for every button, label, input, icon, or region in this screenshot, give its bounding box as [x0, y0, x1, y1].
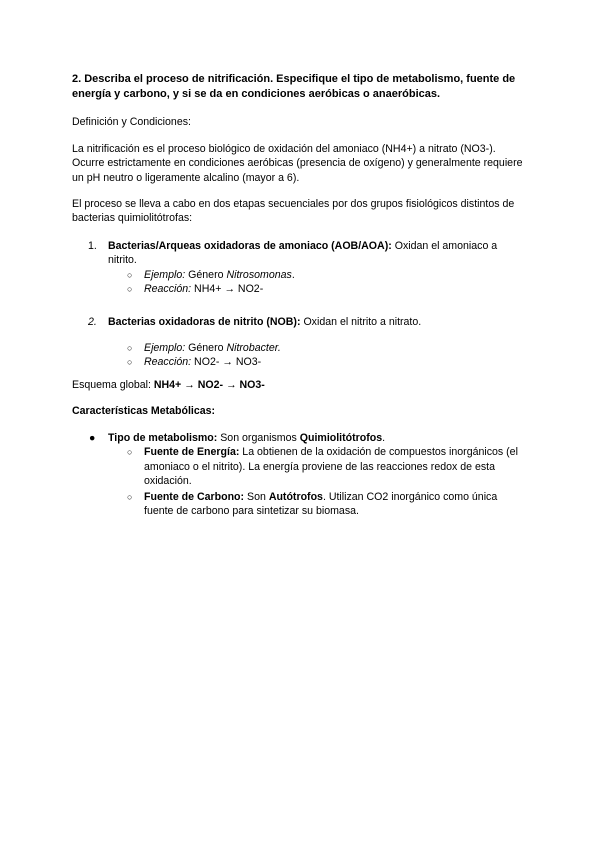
metabolism-text: Son organismos: [217, 432, 300, 444]
metabolism-type: Quimiolitótrofos: [299, 432, 383, 444]
stage-1-example: [72, 268, 528, 282]
list-number: 1.: [88, 240, 97, 252]
section-heading-caracteristicas: Características Metabólicas:: [72, 405, 216, 417]
list-item-stage-1: [72, 239, 528, 268]
disc-bullet-icon: ●: [89, 432, 96, 444]
example-genus: Nitrosomonas: [226, 268, 292, 281]
example-label: Ejemplo:: [144, 268, 186, 281]
characteristics-list: [72, 431, 528, 518]
stage-2-title: Bacterias oxidadoras de nitrito (NOB):: [108, 315, 301, 328]
stages-list: [72, 239, 528, 370]
reaction-label: Reacción:: [144, 356, 192, 369]
example-genus: Nitrobacter: [226, 342, 278, 355]
paragraph-etapas: El proceso se lleva a cabo en dos etapas secuenciales por dos grupos fisiológicos distintos de bacterias quimiolitótrofas:: [72, 198, 515, 225]
paragraph-definicion: La nitrificación es el proceso biológico de oxidación del amoniaco (NH4+) a nitrato (NO3-). Ocurre estrictamente en condiciones aeróbicas (presencia de oxígeno) y generalmente requiere un pH neutro o ligeramente alcalino (mayor a 6).: [72, 143, 523, 184]
stage-2-text: Oxidan el nitrito a nitrato.: [300, 315, 422, 328]
list-item-carbono: [72, 490, 528, 519]
stage-2-reaction: [72, 355, 528, 369]
example-label: Ejemplo:: [144, 342, 186, 355]
stage-1-title: Bacterias/Arqueas oxidadoras de amoniaco (AOB/AOA):: [108, 240, 392, 252]
stage-1-text: Oxidan el amoniaco a nitrito.: [108, 240, 498, 267]
circle-bullet-icon: ○: [127, 284, 133, 295]
carbon-label: Fuente de Carbono:: [144, 490, 245, 503]
circle-bullet-icon: ○: [127, 343, 133, 354]
carbon-type: Autótrofos: [268, 490, 323, 503]
carbon-text: Son: [244, 490, 269, 503]
list-item-stage-2: [72, 315, 528, 329]
circle-bullet-icon: ○: [127, 357, 133, 368]
metabolism-label: Tipo de metabolismo:: [108, 432, 218, 444]
list-item-energia: [72, 445, 528, 488]
section-heading-definicion: Definición y Condiciones:: [72, 116, 191, 128]
scheme-label: Esquema global:: [72, 379, 154, 391]
circle-bullet-icon: ○: [127, 269, 133, 280]
reaction-text: NO2- → NO3-: [191, 356, 262, 369]
global-scheme: [72, 378, 528, 392]
energy-label: Fuente de Energía:: [144, 446, 240, 459]
question-heading: 2. Describa el proceso de nitrificación. Especifique el tipo de metabolismo, fuente de energía y carbono, y si se da en condiciones aeróbicas o anaeróbicas.: [72, 73, 516, 100]
circle-bullet-icon: ○: [127, 447, 133, 458]
reaction-text: NH4+ → NO2-: [191, 283, 264, 296]
list-item-metabolismo: [72, 431, 528, 445]
list-number: 2.: [88, 315, 97, 328]
circle-bullet-icon: ○: [127, 491, 133, 502]
example-text: Género: [185, 342, 227, 355]
scheme-formula: NH4+ → NO2- → NO3-: [153, 379, 265, 391]
energy-text: La obtienen de la oxidación de compuestos inorgánicos (el amoniaco o el nitrito). La energía proviene de las reacciones redox de esta oxidación.: [144, 446, 518, 488]
carbon-end: . Utilizan CO2 inorgánico como única fuente de carbono para sintetizar su biomasa.: [144, 490, 498, 518]
example-end: .: [291, 268, 295, 281]
reaction-label: Reacción:: [144, 283, 192, 296]
example-end: .: [277, 342, 281, 355]
example-text: Género: [185, 268, 227, 281]
stage-1-reaction: [72, 282, 528, 296]
stage-2-example: [72, 341, 528, 355]
metabolism-end: .: [382, 432, 386, 444]
